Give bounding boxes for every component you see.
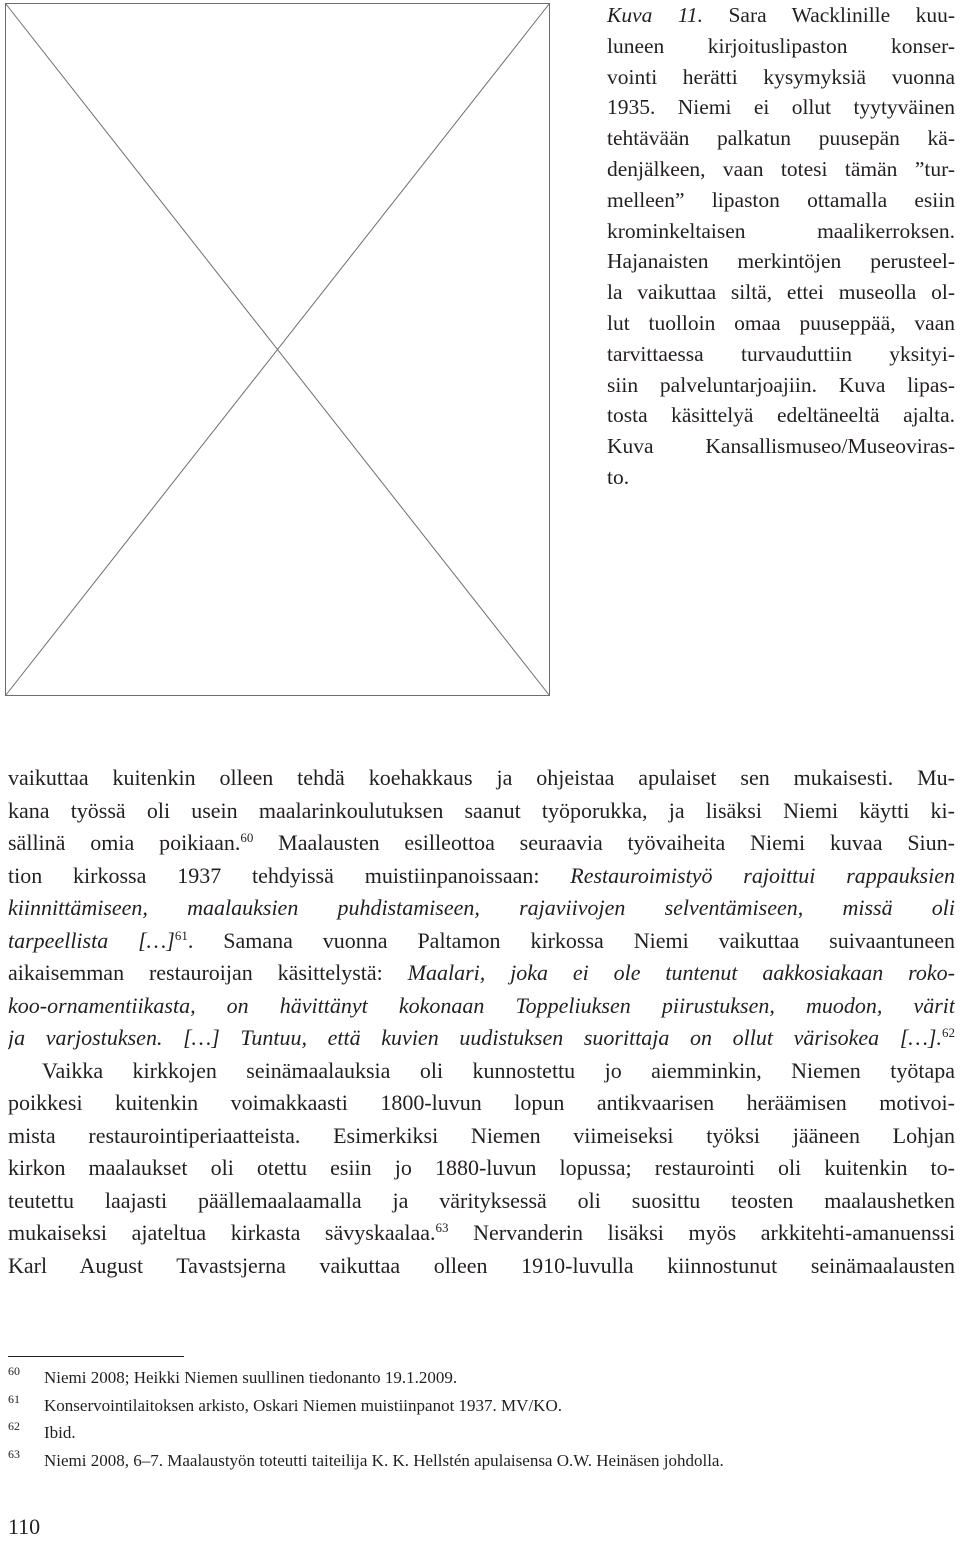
page-number: 110 [8, 1514, 41, 1539]
body-line: sällinä omia poikiaan.$^{60}$ Maalausten esilleottoa seuraavia työvaiheita Niemi kuvaa Siun- [8, 830, 955, 855]
body-line: poikkesi kuitenkin voimakkaasti 1800-luvun lopun antikvaarisen heräämisen motivoi- [8, 1090, 955, 1115]
caption-line: Kuva 11. Sara Wacklinille kuu- [607, 3, 955, 27]
body-line: mista restaurointiperiaatteista. Esimerkiksi Niemen viimeiseksi työksi jääneen Lohjan [8, 1122, 955, 1148]
caption-line: to. [607, 464, 630, 489]
body-line: kirkon maalaukset oli otettu esiin jo 1880-luvun lopussa; restaurointi oli kuitenkin to- [8, 1155, 955, 1180]
caption-line: tehtävään palkatun puusepän kä- [607, 126, 955, 151]
body-text [8, 762, 955, 1282]
footnote-60 [8, 1364, 948, 1392]
footnote-ref-62[interactable]: 62 [942, 1025, 955, 1040]
caption-line: vointi herätti kysymyksiä vuonna [607, 64, 955, 89]
caption-line: Kuva Kansallismuseo/Museoviras- [607, 434, 955, 459]
body-line: koo-ornamentiikasta, on hävittänyt kokonaan Toppeliuksen piirustuksen, muodon, värit [8, 992, 955, 1018]
caption-line: lut tuolloin omaa puuseppää, vaan [607, 310, 955, 335]
body-line: ja varjostuksen. […] Tuntuu, että kuvien uudistuksen suorittaja on ollut värisokea […].$^{62}$ [8, 1025, 955, 1050]
figure-placeholder [5, 3, 550, 696]
caption-label: Kuva 11. [607, 3, 704, 27]
caption-line: luneen kirjoituslipaston konser- [607, 33, 955, 58]
footnote-number: 63 [8, 1446, 20, 1461]
footnote-62 [8, 1419, 948, 1447]
footnote-ref-63[interactable]: 63 [435, 1220, 449, 1235]
footnote-text: Niemi 2008; Heikki Niemen suullinen tiedonanto 19.1.2009. [44, 1368, 458, 1387]
body-line: aikaisemman restauroijan käsittelystä: Maalari, joka ei ole tuntenut aakkosiakaan roko- [8, 960, 955, 985]
footnote-text: Ibid. [44, 1423, 76, 1442]
footnote-text: Niemi 2008, 6–7. Maalaustyön toteutti taiteilija K. K. Hellstén apulaisensa O.W. Heinäsen johdolla. [44, 1450, 724, 1470]
footnote-63 [8, 1447, 948, 1475]
body-line: Karl August Tavastsjerna vaikuttaa olleen 1910-luvulla kiinnostunut seinämaalausten [8, 1252, 955, 1278]
caption-line: Hajanaisten merkintöjen perusteel- [607, 249, 955, 274]
caption-line: siin palveluntarjoajiin. Kuva lipas- [607, 372, 955, 397]
body-line: kiinnittämiseen, maalauksien puhdistamiseen, rajaviivojen selventämiseen, missä oli [8, 895, 955, 920]
body-line: teutettu laajasti päällemaalaamalla ja värityksessä oli suosittu teosten maalaushetken [8, 1187, 955, 1213]
footnote-number: 60 [8, 1364, 20, 1378]
footnote-number: 61 [8, 1391, 20, 1406]
caption-line: la vaikuttaa siltä, ettei museolla ol- [607, 280, 955, 305]
body-line: Vaikka kirkkojen seinämaalauksia oli kunnostettu jo aiemminkin, Niemen työtapa [42, 1057, 955, 1083]
footnote-text: Konservointilaitoksen arkisto, Oskari Niemen muistiinpanot 1937. MV/KO. [44, 1395, 562, 1415]
footnotes [8, 1364, 948, 1474]
footnote-ref-60[interactable]: 60 [240, 830, 254, 845]
body-line: vaikuttaa kuitenkin olleen tehdä koehakkaus ja ohjeistaa apulaiset sen mukaisesti. Mu- [8, 765, 955, 790]
footnote-number: 62 [8, 1419, 20, 1433]
caption-line: tarvittaessa turvauduttiin yksityi- [607, 341, 955, 366]
body-line: tarpeellista […]$^{61}$. Samana vuonna Paltamon kirkossa Niemi vaikuttaa suivaantuneen [8, 927, 955, 953]
caption-line: krominkeltaisen maalikerroksen. [607, 218, 955, 243]
body-line: kana työssä oli usein maalarinkoulutuksen saanut työporukka, ja lisäksi Niemi käytti ki- [8, 797, 955, 823]
caption-line: tosta käsittelyä edeltäneeltä ajalta. [607, 403, 955, 428]
footnote-ref-61[interactable]: 61 [174, 927, 188, 943]
footnote-separator [8, 1356, 184, 1357]
body-line: mukaiseksi ajateltua kirkasta sävyskaalaa.$^{63}$ Nervanderin lisäksi myös arkkitehti-amanuenssi [8, 1220, 955, 1245]
figure-caption [607, 0, 955, 493]
image-placeholder-frame [5, 3, 550, 696]
caption-line: melleen” lipaston ottamalla esiin [607, 187, 955, 212]
caption-line: 1935. Niemi ei ollut tyytyväinen [607, 95, 955, 120]
footnote-61 [8, 1392, 948, 1420]
caption-line: denjälkeen, vaan totesi tämän ”tur- [607, 156, 955, 181]
body-line: tion kirkossa 1937 tehdyissä muistiinpanoissaan: Restauroimistyö rajoittui rappauksien [8, 862, 955, 888]
